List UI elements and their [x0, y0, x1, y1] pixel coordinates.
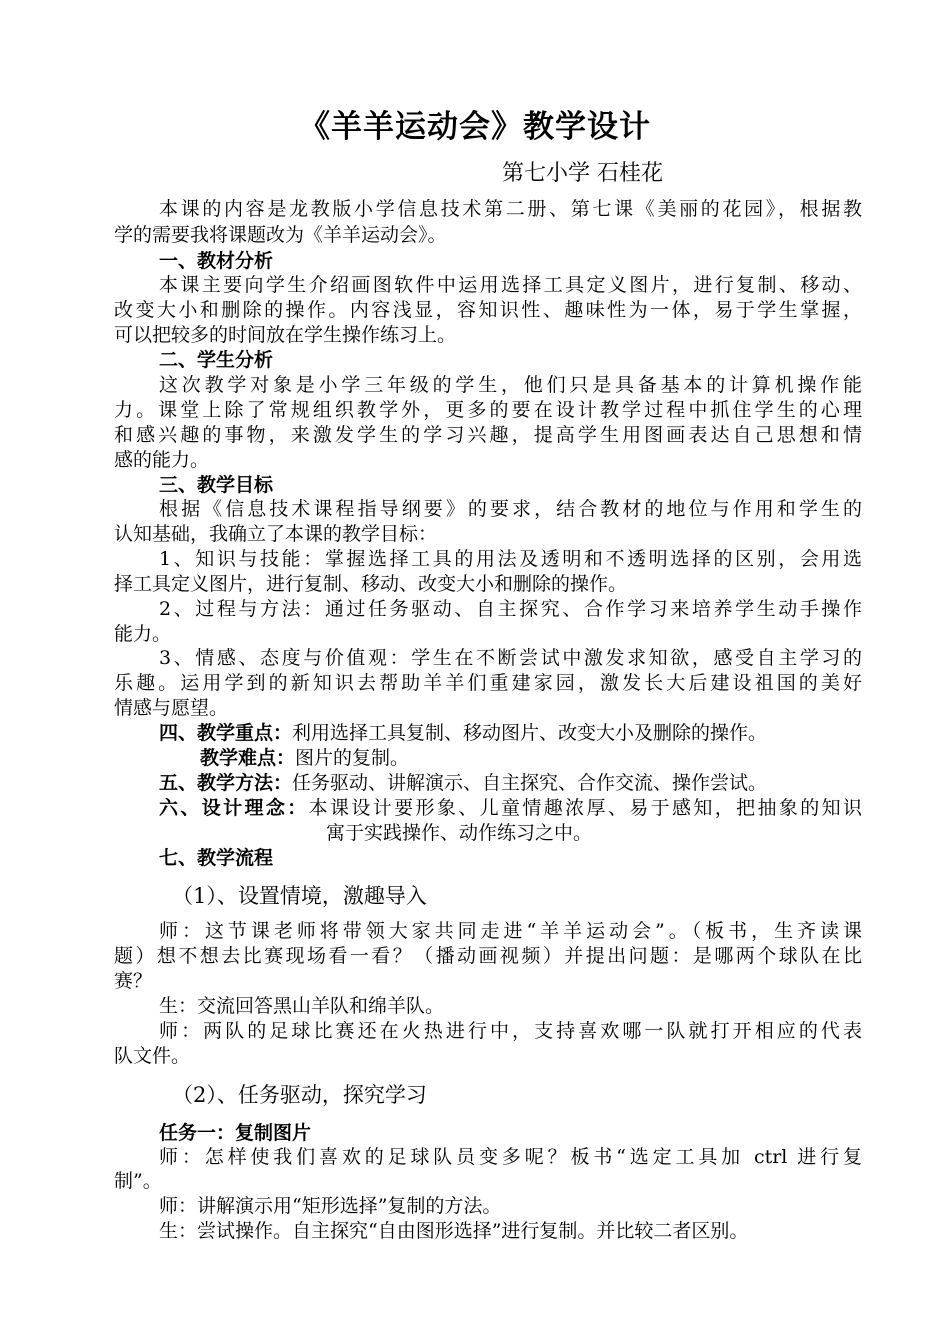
design-concept-continued: 寓于实践操作、动作练习之中。 [326, 822, 593, 844]
paragraph-line: 本课主要向学生介绍画图软件中运用选择工具定义图片，进行复制、移动、 [159, 274, 862, 296]
paragraph-line: 感的能力。 [114, 449, 210, 471]
section-heading: 七、教学流程 [159, 847, 274, 869]
teaching-methods-label: 五、教学方法： [159, 772, 293, 794]
difficult-points-line [200, 746, 862, 770]
paragraph-line: 择工具定义图片，进行复制、移动、改变大小和删除的操作。 [114, 573, 628, 595]
step-heading: （1）、设置情境，激趣导入 [172, 884, 427, 908]
paragraph-line: 力。课堂上除了常规组织教学外，更多的要在设计教学过程中抓住学生的心理 [114, 399, 862, 421]
difficult-points-text: 图片的复制。 [295, 747, 410, 769]
author-line: 第七小学 石桂花 [502, 161, 663, 186]
key-points-line [159, 721, 862, 745]
teaching-methods-text: 任务驱动、讲解演示、自主探究、合作交流、操作尝试。 [292, 772, 768, 794]
paragraph-line: 生：尝试操作。自主探究“自由图形选择”进行复制。并比较二者区别。 [159, 1220, 749, 1242]
paragraph-line: 可以把较多的时间放在学生操作练习上。 [114, 324, 457, 346]
design-concept-text: 本课设计要形象、儿童情趣浓厚、易于感知，把抽象的知识 [308, 797, 862, 819]
paragraph-line: 师：讲解演示用“矩形选择”复制的方法。 [159, 1195, 502, 1217]
section-heading: 三、教学目标 [159, 474, 274, 496]
design-concept-line [159, 796, 862, 820]
paragraph-line: 制”。 [114, 1170, 162, 1192]
paragraph-line: 情感与愿望。 [114, 697, 229, 719]
paragraph-line: 2、过程与方法：通过任务驱动、自主探究、合作学习来培养学生动手操作 [159, 598, 862, 620]
section-heading: 一、教材分析 [159, 250, 274, 272]
section-heading: 二、学生分析 [159, 349, 274, 371]
paragraph-line: 这次教学对象是小学三年级的学生，他们只是具备基本的计算机操作能 [159, 374, 862, 396]
paragraph-line: 本课的内容是龙教版小学信息技术第二册、第七课《美丽的花园》，根据教 [159, 198, 862, 220]
paragraph-line: 乐趣。运用学到的新知识去帮助羊羊们重建家园，激发长大后建设祖国的美好 [114, 672, 862, 694]
paragraph-line: 队文件。 [114, 1045, 191, 1067]
step-heading: （2）、任务驱动，探究学习 [172, 1083, 427, 1107]
paragraph-line: 题）想不想去比赛现场看一看？（播动画视频）并提出问题：是哪两个球队在比 [114, 945, 862, 967]
paragraph-line: 生：交流回答黑山羊队和绵羊队。 [159, 995, 445, 1017]
paragraph-line: 赛？ [114, 970, 153, 992]
paragraph-line: 学的需要我将课题改为《羊羊运动会》。 [114, 224, 447, 246]
paragraph-line: 3、情感、态度与价值观：学生在不断尝试中激发求知欲，感受自主学习的 [159, 647, 862, 669]
key-points-text: 利用选择工具复制、移动图片、改变大小及删除的操作。 [292, 722, 768, 744]
teaching-methods-line [159, 771, 862, 795]
paragraph-line: 改变大小和删除的操作。内容浅显，容知识性、趣味性为一体，易于学生掌握， [114, 299, 862, 321]
paragraph-line: 根据《信息技术课程指导纲要》的要求，结合教材的地位与作用和学生的 [159, 498, 862, 520]
document-title: 《羊羊运动会》教学设计 [299, 109, 651, 145]
paragraph-line: 师：两队的足球比赛还在火热进行中，支持喜欢哪一队就打开相应的代表 [159, 1020, 862, 1042]
paragraph-line: 能力。 [114, 623, 172, 645]
design-concept-label: 六、设计理念： [159, 797, 309, 819]
paragraph-line: 师：怎样使我们喜欢的足球队员变多呢？板书“选定工具加 ctrl 进行复 [159, 1146, 862, 1168]
paragraph-line: 和感兴趣的事物，来激发学生的学习兴趣，提高学生用图画表达自己思想和情 [114, 424, 862, 446]
key-points-label: 四、教学重点： [159, 722, 293, 744]
paragraph-line: 认知基础，我确立了本课的教学目标： [114, 523, 438, 545]
paragraph-line: 师：这节课老师将带领大家共同走进“羊羊运动会”。（板书，生齐读课 [159, 920, 862, 942]
paragraph-line: 1、知识与技能：掌握选择工具的用法及透明和不透明选择的区别，会用选 [159, 548, 862, 570]
difficult-points-label: 教学难点： [200, 747, 296, 769]
task-heading: 任务一：复制图片 [159, 1122, 312, 1144]
